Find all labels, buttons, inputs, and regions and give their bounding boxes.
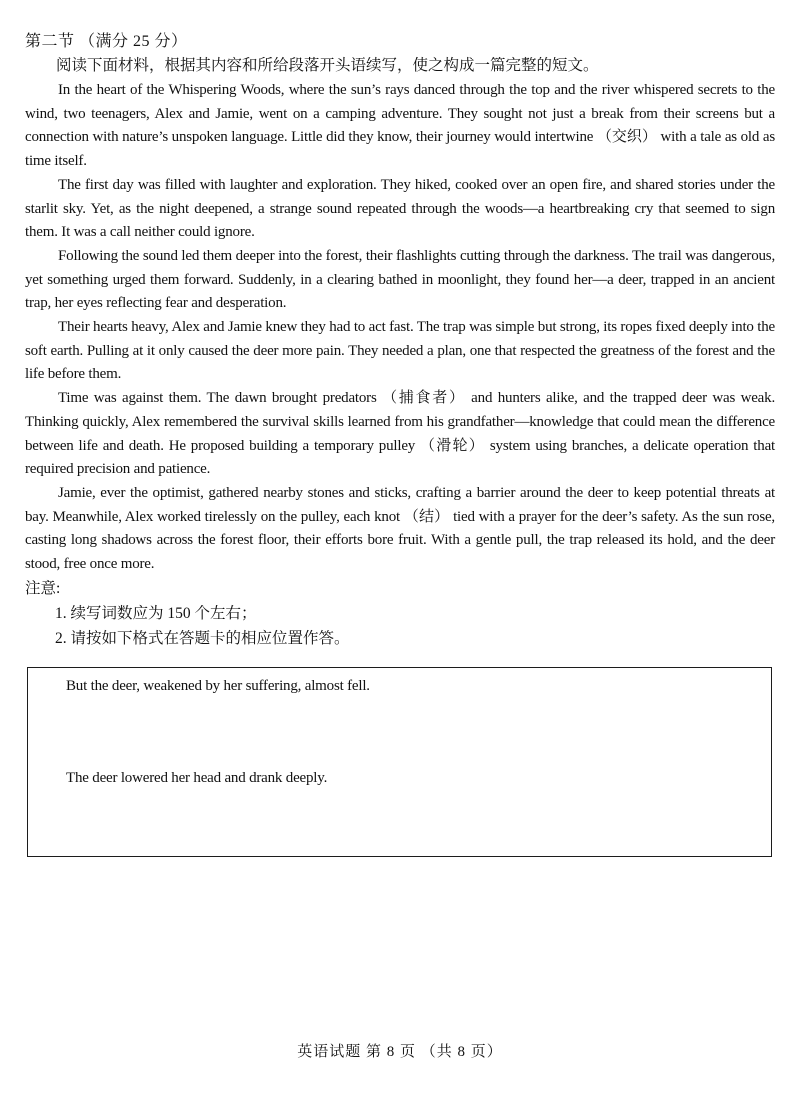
- passage-paragraph: Jamie, ever the optimist, gathered nearby stones and sticks, crafting a barrier around the deer to keep potential threats at bay. Meanwhile, Alex worked tirelessly on the pulley, each knot （结） tied with a prayer for the deer’s safety. As the sun rose, casting long shadows across the forest floor, their efforts bore fruit. With a gentle pull, the trap released its hold, and the deer stood, free once more.: [25, 484, 775, 573]
- note-item: 2. 请按如下格式在答题卡的相应位置作答。: [55, 629, 350, 647]
- passage-paragraph: Their hearts heavy, Alex and Jamie knew they had to act fast. The trap was simple but strong, its ropes fixed deeply into the soft earth. Pulling at it only caused the deer more pain. They needed a plan, one that respected the greatness of the forest and the life before them.: [25, 319, 775, 383]
- passage-paragraph: In the heart of the Whispering Woods, where the sun’s rays danced through the top and the river whispered secrets to the wind, two teenagers, Alex and Jamie, went on a camping adventure. They sought not just a break from their screens but a connection with nature’s unspoken language. Little did they know, their journey would intertwine （交织） with a tale as old as time itself.: [25, 82, 775, 170]
- reading-passage: [25, 79, 775, 577]
- section-title: 第二节 （满分 25 分）: [25, 33, 188, 50]
- note-item: 1. 续写词数应为 150 个左右；: [55, 604, 257, 622]
- continuation-prompt-1: But the deer, weakened by her suffering, almost fell.: [66, 677, 370, 694]
- continuation-prompt-2: The deer lowered her head and drank deeply.: [66, 769, 328, 786]
- passage-paragraph: Time was against them. The dawn brought predators （捕食者） and hunters alike, and the trapped deer was weak. Thinking quickly, Alex remembered the survival skills learned from his grandfather—knowledge that could mean the difference between life and death. He proposed building a temporary pulley （滑轮） system using branches, a delicate operation that required precision and patience.: [25, 390, 775, 478]
- instruction-line: 阅读下面材料，根据其内容和所给段落开头语续写，使之构成一篇完整的短文。: [56, 57, 599, 74]
- passage-paragraph: The first day was filled with laughter and exploration. They hiked, cooked over an open fire, and shared stories under the starlit sky. Yet, as the night deepened, a strange sound repeated through the woods—a heartbreaking cry that seemed to sign them. It was a call neither could ignore.: [25, 176, 775, 241]
- answer-format-box: [27, 667, 772, 857]
- page-footer: 英语试题 第 8 页 （共 8 页）: [297, 1044, 503, 1060]
- passage-paragraph: Following the sound led them deeper into the forest, their flashlights cutting through the darkness. The trail was dangerous, yet something urged them forward. Suddenly, in a clearing bathed in moonlight, they found her—a deer, trapped in an ancient trap, her eyes reflecting fear and desperation.: [25, 247, 775, 312]
- notes-label: 注意:: [25, 579, 61, 597]
